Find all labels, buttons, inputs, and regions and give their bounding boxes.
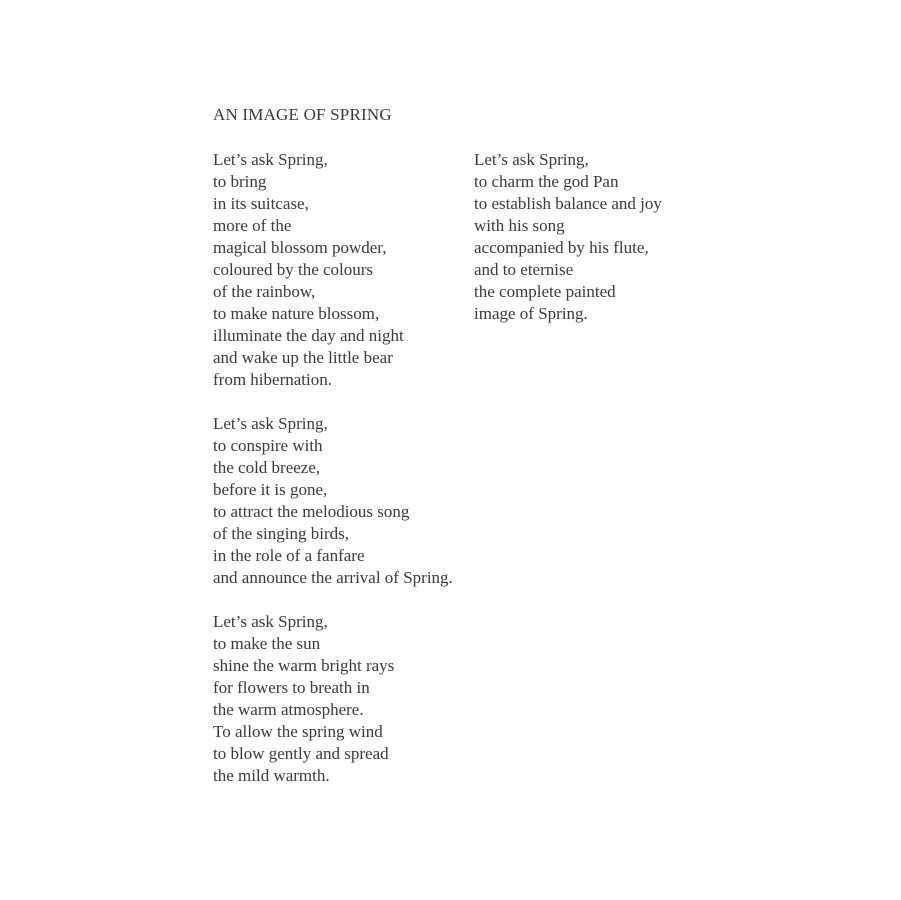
stanza-4 bbox=[474, 149, 662, 325]
poem-line: accompanied by his flute, bbox=[474, 238, 649, 257]
poem-right-column bbox=[474, 149, 662, 347]
poem-line: and to eternise bbox=[474, 260, 574, 279]
poem-line: to blow gently and spread bbox=[213, 744, 389, 763]
poem-line: Let’s ask Spring, bbox=[213, 414, 328, 433]
poem-line: and wake up the little bear bbox=[213, 348, 393, 367]
poem-line: with his song bbox=[474, 216, 565, 235]
poem-line: to make the sun bbox=[213, 634, 321, 653]
stanza-2 bbox=[213, 413, 453, 589]
stanza-1 bbox=[213, 149, 453, 391]
poem-line: illuminate the day and night bbox=[213, 326, 404, 345]
poem-left-column bbox=[213, 149, 453, 809]
poem-line: for flowers to breath in bbox=[213, 678, 370, 697]
poem-line: to establish balance and joy bbox=[474, 194, 662, 213]
poem-line: the complete painted bbox=[474, 282, 616, 301]
poem-line: in its suitcase, bbox=[213, 194, 309, 213]
poem-line: the cold breeze, bbox=[213, 458, 321, 477]
stanza-3 bbox=[213, 611, 453, 787]
poem-line: before it is gone, bbox=[213, 480, 328, 499]
poem-title: AN IMAGE OF SPRING bbox=[213, 105, 392, 124]
poem-line: in the role of a fanfare bbox=[213, 546, 365, 565]
poem-line: to bring bbox=[213, 172, 267, 191]
poem-line: to conspire with bbox=[213, 436, 323, 455]
poem-line: To allow the spring wind bbox=[213, 722, 383, 741]
poem-line: to attract the melodious song bbox=[213, 502, 410, 521]
poem-line: Let’s ask Spring, bbox=[213, 150, 328, 169]
poem-line: of the rainbow, bbox=[213, 282, 316, 301]
poem-line: Let’s ask Spring, bbox=[474, 150, 589, 169]
poem-line: more of the bbox=[213, 216, 292, 235]
poem-line: from hibernation. bbox=[213, 370, 332, 389]
poem-line: to make nature blossom, bbox=[213, 304, 380, 323]
poem-line: to charm the god Pan bbox=[474, 172, 619, 191]
poem-line: the warm atmosphere. bbox=[213, 700, 364, 719]
poem-line: coloured by the colours bbox=[213, 260, 374, 279]
poem-line: and announce the arrival of Spring. bbox=[213, 568, 453, 587]
poem-line: of the singing birds, bbox=[213, 524, 349, 543]
poem-line: Let’s ask Spring, bbox=[213, 612, 328, 631]
poem-line: the mild warmth. bbox=[213, 766, 330, 785]
poem-line: image of Spring. bbox=[474, 304, 588, 323]
poem-line: shine the warm bright rays bbox=[213, 656, 395, 675]
poem-line: magical blossom powder, bbox=[213, 238, 387, 257]
